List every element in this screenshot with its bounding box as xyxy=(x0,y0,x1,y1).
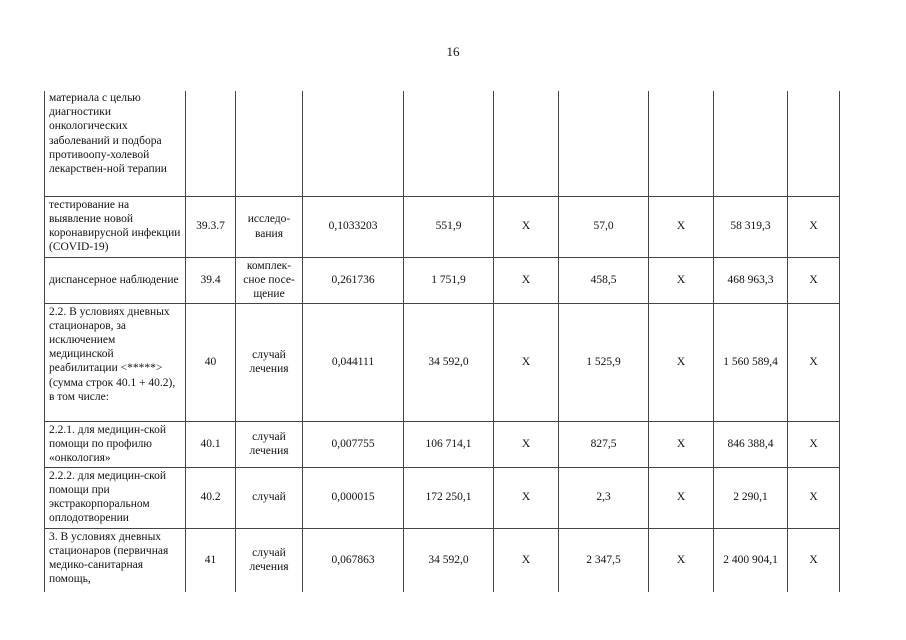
row-value-cell: X xyxy=(494,467,559,528)
row-value-cell xyxy=(494,91,559,196)
table-row xyxy=(45,91,840,196)
row-unit-cell: случай лечения xyxy=(236,528,303,592)
table-row xyxy=(45,421,840,467)
row-cost-cell: 1 751,9 xyxy=(404,257,494,303)
row-unit-cell xyxy=(236,91,303,196)
data-table xyxy=(44,91,840,592)
row-value-cell: X xyxy=(788,528,840,592)
row-volume-cell: 0,044111 xyxy=(303,303,404,421)
row-volume-cell: 0,1033203 xyxy=(303,196,404,257)
row-cost-cell: 34 592,0 xyxy=(404,303,494,421)
row-value-cell: 468 963,3 xyxy=(714,257,788,303)
row-value-cell xyxy=(559,91,649,196)
row-code-cell: 39.3.7 xyxy=(186,196,236,257)
row-unit-cell: случай лечения xyxy=(236,303,303,421)
row-name-cell: 2.2. В условиях дневных стационаров, за исключением медицинской реабилитации <*****> (сумма строк 40.1 + 40.2), в том числе: xyxy=(45,303,186,421)
row-value-cell: X xyxy=(494,421,559,467)
row-value-cell: 2,3 xyxy=(559,467,649,528)
row-volume-cell: 0,067863 xyxy=(303,528,404,592)
row-value-cell: X xyxy=(649,467,714,528)
row-value-cell: X xyxy=(649,257,714,303)
row-unit-cell: случай лечения xyxy=(236,421,303,467)
row-value-cell: X xyxy=(649,421,714,467)
row-value-cell: X xyxy=(494,257,559,303)
row-value-cell: 2 290,1 xyxy=(714,467,788,528)
row-value-cell: X xyxy=(788,303,840,421)
row-name-cell: материала с целью диагностики онкологических заболеваний и подбора противоопу-холевой лекарствен-ной терапии xyxy=(45,91,186,196)
row-code-cell xyxy=(186,91,236,196)
row-name-cell: диспансерное наблюдение xyxy=(45,257,186,303)
row-cost-cell: 34 592,0 xyxy=(404,528,494,592)
row-volume-cell: 0,261736 xyxy=(303,257,404,303)
row-unit-cell: случай xyxy=(236,467,303,528)
row-value-cell: X xyxy=(494,303,559,421)
row-value-cell: X xyxy=(788,421,840,467)
row-name-cell: 3. В условиях дневных стационаров (первичная медико-санитарная помощь, xyxy=(45,528,186,592)
row-cost-cell xyxy=(404,91,494,196)
row-value-cell: 57,0 xyxy=(559,196,649,257)
page-number: 16 xyxy=(446,44,460,59)
row-volume-cell: 0,000015 xyxy=(303,467,404,528)
row-cost-cell: 106 714,1 xyxy=(404,421,494,467)
row-cost-cell: 172 250,1 xyxy=(404,467,494,528)
row-value-cell: 1 560 589,4 xyxy=(714,303,788,421)
row-value-cell: 846 388,4 xyxy=(714,421,788,467)
row-unit-cell: исследо-вания xyxy=(236,196,303,257)
row-value-cell: X xyxy=(788,196,840,257)
row-value-cell: X xyxy=(494,528,559,592)
table-row xyxy=(45,528,840,592)
row-value-cell: X xyxy=(788,467,840,528)
row-code-cell: 40 xyxy=(186,303,236,421)
row-value-cell: X xyxy=(494,196,559,257)
row-volume-cell: 0,007755 xyxy=(303,421,404,467)
row-code-cell: 41 xyxy=(186,528,236,592)
row-unit-cell: комплек-сное посе-щение xyxy=(236,257,303,303)
row-value-cell: 58 319,3 xyxy=(714,196,788,257)
row-value-cell: 2 400 904,1 xyxy=(714,528,788,592)
row-value-cell xyxy=(649,91,714,196)
row-volume-cell xyxy=(303,91,404,196)
row-code-cell: 39.4 xyxy=(186,257,236,303)
row-name-cell: тестирование на выявление новой коронавирусной инфекции (COVID-19) xyxy=(45,196,186,257)
row-value-cell: 458,5 xyxy=(559,257,649,303)
row-value-cell: 827,5 xyxy=(559,421,649,467)
row-value-cell: X xyxy=(649,303,714,421)
row-value-cell xyxy=(714,91,788,196)
table-row xyxy=(45,257,840,303)
row-code-cell: 40.2 xyxy=(186,467,236,528)
row-value-cell xyxy=(788,91,840,196)
row-value-cell: X xyxy=(649,528,714,592)
row-value-cell: 2 347,5 xyxy=(559,528,649,592)
table-row xyxy=(45,303,840,421)
row-cost-cell: 551,9 xyxy=(404,196,494,257)
row-value-cell: X xyxy=(788,257,840,303)
row-name-cell: 2.2.1. для медицин-ской помощи по профилю «онкология» xyxy=(45,421,186,467)
row-code-cell: 40.1 xyxy=(186,421,236,467)
row-value-cell: X xyxy=(649,196,714,257)
table-row xyxy=(45,196,840,257)
row-value-cell: 1 525,9 xyxy=(559,303,649,421)
row-name-cell: 2.2.2. для медицин-ской помощи при экстракорпоральном оплодотворении xyxy=(45,467,186,528)
table-row xyxy=(45,467,840,528)
